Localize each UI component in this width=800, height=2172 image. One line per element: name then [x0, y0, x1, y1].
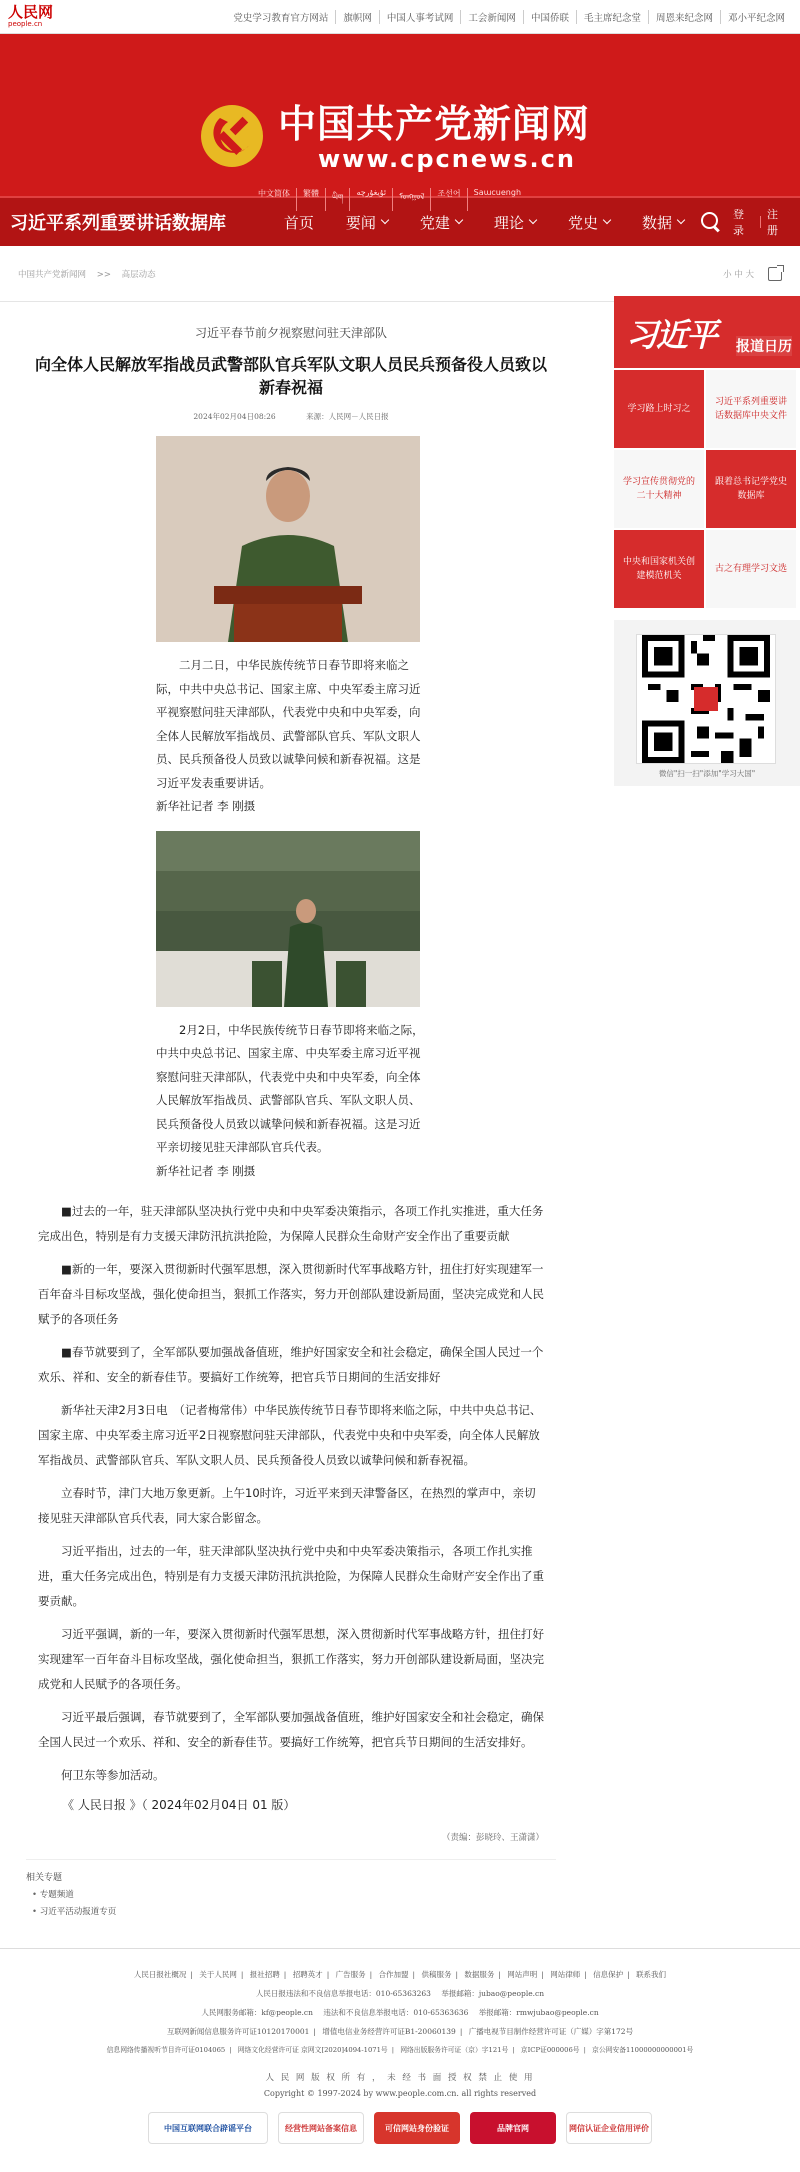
banner-title: 中国共产党新闻网: [278, 102, 591, 146]
nav-item-label: 党史: [567, 213, 598, 232]
breadcrumb-path: [18, 268, 156, 280]
photo-1-caption: 二月二日，中华民族传统节日春节即将来临之际，中共中央总书记、国家主席、中央军委主席习近平视察慰问驻天津部队，代表党中央和中央军委，向全体人民解放军指战员、武警部队官兵、军队文职人员、民兵预备役人员致以诚挚问候和新春祝福。这是习近平发表重要讲话。: [156, 658, 421, 790]
sidebar: [614, 296, 800, 786]
cyber-cert-badge[interactable]: 网信认证企业信用评价: [566, 2112, 652, 2144]
top-bar: [0, 0, 800, 34]
chevron-down-icon: [677, 216, 685, 224]
article-meta: [26, 411, 556, 422]
banner-site-url: www.cpcnews.cn: [318, 145, 576, 173]
footer-link[interactable]: 信息保护: [593, 1970, 624, 1979]
sidebar-cell[interactable]: 习近平系列重要讲话数据库中央文件: [706, 370, 796, 448]
language-link[interactable]: ئۇيغۇرچە: [349, 188, 392, 211]
sidebar-grid: [614, 370, 800, 608]
footer-text: 举报邮箱：rmwjubao@people.cn: [478, 2008, 599, 2017]
chevron-down-icon: [529, 216, 537, 224]
logo-main: 人民网: [8, 3, 54, 21]
sidebar-cell[interactable]: 学习路上时习之: [614, 370, 704, 448]
body-paragraph: 习近平指出，过去的一年，驻天津部队坚决执行党中央和中央军委决策指示，各项工作扎实推进，重大任务完成出色，特别是有力支援天津防汛抗洪抢险，为保障人民群众生命财产安全作出了重要贡献。: [38, 1544, 544, 1608]
nav-item-party-building[interactable]: [404, 212, 478, 233]
nav-item-label: 首页: [283, 213, 314, 232]
photo-1-illustration: [156, 436, 420, 642]
footer-text: 信息网络传播视听节目许可证0104065: [106, 2046, 226, 2054]
footer-text: 增值电信业务经营许可证B1-20060139: [322, 2027, 456, 2036]
footer-text: 举报邮箱：jubao@people.cn: [441, 1989, 545, 1998]
article-date: 2024年02月04日08:26: [193, 412, 276, 421]
nav-item-data[interactable]: [626, 212, 700, 233]
body-paragraph: 何卫东等参加活动。: [61, 1768, 165, 1782]
footer-badges: [0, 2112, 800, 2144]
footer-link[interactable]: 招聘英才: [292, 1970, 323, 1979]
footer-text: 京公网安备11000000000001号: [592, 2046, 694, 2054]
chevron-down-icon: [455, 216, 463, 224]
body-paragraph: 习近平最后强调，春节就要到了，全军部队要加强战备值班，维护好国家安全和社会稳定，确保全国人民过一个欢乐、祥和、安全的新春佳节。要搞好工作统筹，把官兵节日期间的生活安排好。: [38, 1710, 544, 1749]
share-icon[interactable]: [768, 267, 782, 281]
copyright-cn: 人 民 网 版 权 所 有 ， 未 经 书 面 授 权 禁 止 使 用: [265, 2073, 535, 2083]
related-item[interactable]: • 习近平活动报道专页: [26, 1904, 556, 1921]
related-title: 相关专题: [26, 1873, 63, 1883]
site-banner: [0, 34, 800, 202]
article-editor: （责编：彭晓玲、王潇潇）: [441, 1833, 544, 1843]
nav-items: [268, 212, 700, 233]
breadcrumb: [0, 246, 800, 302]
footer-text: 人民日报违法和不良信息举报电话：010-65363263: [255, 1989, 431, 1998]
article-photo-2: [156, 831, 420, 1007]
article-body: [26, 1199, 556, 1843]
photo-2-caption: 2月2日，中华民族传统节日春节即将来临之际，中共中央总书记、国家主席、中央军委主席习近平视察慰问驻天津部队，代表党中央和中央军委，向全体人民解放军指战员、武警部队官兵、军队文职人员、民兵预备役人员致以诚挚问候和新春祝福。这是习近平亲切接见驻天津部队官兵代表。: [156, 1022, 424, 1154]
breadcrumb-section[interactable]: 高层动态: [121, 269, 156, 280]
top-link[interactable]: 中国人事考试网: [379, 10, 461, 24]
article-tools: [723, 267, 782, 281]
footer-link[interactable]: 关于人民网: [199, 1970, 237, 1979]
footer-text: 网络出版服务许可证（京）字121号: [400, 2046, 509, 2054]
sidebar-cell[interactable]: 跟着总书记学党史数据库: [706, 450, 796, 528]
footer-link[interactable]: 网站律师: [550, 1970, 581, 1979]
footer-text: 网络文化经营许可证 京网文[2020]4094-1071号: [237, 2046, 388, 2054]
people-logo[interactable]: [8, 5, 53, 28]
trusted-site-badge[interactable]: 可信网站身份验证: [374, 2112, 460, 2144]
summary-bullet: ■春节就要到了，全军部队要加强战备值班，维护好国家安全和社会稳定，确保全国人民过一个欢乐、祥和、安全的新春佳节。要搞好工作统筹，把官兵节日期间的生活安排好: [38, 1345, 544, 1384]
related-item[interactable]: • 专题频道: [26, 1887, 556, 1904]
search-icon[interactable]: [700, 211, 721, 233]
photo-2-credit: 新华社记者 李 刚摄: [156, 1163, 256, 1178]
related-list: [26, 1887, 556, 1921]
qr-caption: 微信"扫一扫"添加"学习大国": [658, 769, 756, 778]
site-registration-badge[interactable]: 经营性网站备案信息: [278, 2112, 364, 2144]
language-link[interactable]: 中文简体: [258, 189, 290, 198]
font-size-switch[interactable]: 小 中 大: [723, 269, 754, 280]
sidebar-banner-main: 习近平: [626, 316, 717, 354]
top-links: [226, 10, 792, 24]
footer-report-row: [0, 1984, 800, 2003]
footer-link[interactable]: 人民日报社概况: [133, 1970, 187, 1979]
related-topics: [26, 1859, 556, 1921]
photo-1-credit: 新华社记者 李 刚摄: [156, 799, 256, 813]
sidebar-banner-sub: 报道日历: [736, 336, 792, 356]
top-link[interactable]: 中国侨联: [523, 10, 576, 24]
footer-link[interactable]: 合作加盟: [378, 1970, 409, 1979]
footer: [0, 1948, 800, 2144]
breadcrumb-sep: >>: [96, 269, 111, 280]
breadcrumb-home[interactable]: 中国共产党新闻网: [18, 269, 87, 280]
footer-text: 京ICP证000006号: [520, 2046, 580, 2054]
sidebar-cell[interactable]: 学习宣传贯彻党的二十大精神: [614, 450, 704, 528]
body-paragraph: 新华社天津2月3日电 （记者梅常伟）中华民族传统节日春节即将来临之际，中共中央总书记、国家主席、中央军委主席习近平2日视察慰问驻天津部队，代表党中央和中央军委，向全体人民解放军指战员、武警部队官兵、军队文职人员、民兵预备役人员致以诚挚问候和新春祝福。: [38, 1403, 542, 1467]
article-headline: 向全体人民解放军指战员武警部队官兵军队文职人员民兵预备役人员致以新春祝福: [34, 355, 547, 397]
register-link[interactable]: 注册: [767, 208, 778, 237]
summary-bullet: ■过去的一年，驻天津部队坚决执行党中央和中央军委决策指示，各项工作扎实推进，重大任务完成出色，特别是有力支援天津防汛抗洪抢险，为保障人民群众生命财产安全作出了重要贡献: [38, 1204, 544, 1243]
footer-license-row: 互联网新闻信息服务许可证10120170001 | 增值电信业务经营许可证B1-20060139 | 广播电视节目制作经营许可证（广媒）字第172号: [0, 2022, 800, 2041]
footer-link[interactable]: 数据服务: [464, 1970, 495, 1979]
article-subtitle: 习近平春节前夕视察慰问驻天津部队: [194, 326, 387, 340]
nav-tools: [700, 206, 800, 238]
top-link[interactable]: 旗帜网: [335, 10, 379, 24]
language-link[interactable]: 조선어: [430, 188, 466, 211]
top-link[interactable]: 邓小平纪念网: [720, 10, 792, 24]
language-link[interactable]: 繁體: [296, 188, 325, 211]
database-title[interactable]: 习近平系列重要讲话数据库: [10, 213, 226, 234]
top-link[interactable]: 党史学习教育官方网站: [233, 12, 329, 24]
logo-sub: people.cn: [8, 20, 43, 28]
footer-text: 广播电视节目制作经营许可证（广媒）字第172号: [468, 2027, 634, 2036]
footer-link[interactable]: 广告服务: [335, 1970, 366, 1979]
nav-item-label: 数据: [641, 213, 672, 232]
nav-item-news[interactable]: [330, 212, 404, 233]
chevron-down-icon: [603, 216, 611, 224]
footer-text: 互联网新闻信息服务许可证10120170001: [166, 2027, 310, 2036]
top-link[interactable]: 工会新闻网: [460, 10, 523, 24]
footer-link[interactable]: 联系我们: [636, 1970, 667, 1979]
qr-code-icon: [636, 634, 776, 764]
language-links: [252, 188, 527, 211]
body-paragraph: 习近平强调，新的一年，要深入贯彻新时代强军思想，深入贯彻新时代军事战略方针，扭住打好实现建军一百年奋斗目标攻坚战，强化使命担当，狠抓工作落实，努力开创部队建设新局面，坚决完成党和人民赋予的各项任务。: [38, 1627, 544, 1691]
login-link[interactable]: 登录: [732, 208, 744, 237]
rumor-platform-badge[interactable]: 中国互联网联合辟谣平台: [148, 2112, 268, 2144]
nav-item-label: 理论: [493, 213, 524, 232]
brand-site-badge[interactable]: 品牌官网: [470, 2112, 556, 2144]
nav-item-label: 党建: [419, 213, 450, 232]
qr-box: [614, 620, 800, 786]
article-photo-1: [156, 436, 420, 642]
body-paragraph: 立春时节，津门大地万象更新。上午10时许，习近平来到天津警备区，在热烈的掌声中，亲切接见驻天津部队官兵代表，同大家合影留念。: [38, 1486, 536, 1525]
footer-text: 违法和不良信息举报电话：010-65363636: [323, 2008, 469, 2017]
nav-item-theory[interactable]: [478, 212, 552, 233]
top-link[interactable]: 毛主席纪念堂: [576, 10, 648, 24]
footer-links: 人民日报社概况 | 关于人民网 | 报社招聘 | 招聘英才 | 广告服务 | 合作加盟 | 供稿服务 | 数据服务 | 网站声明 | 网站律师 | 信息保护 | 联系我们: [0, 1965, 800, 1984]
article-source: 来源：人民网－人民日报: [306, 412, 389, 421]
copyright-en: Copyright © 1997-2024 by www.people.com.cn. all rights reserved: [263, 2089, 537, 2098]
nav-item-label: 要闻: [345, 213, 376, 232]
footer-contact-row: [0, 2003, 800, 2022]
report-calendar-banner[interactable]: [614, 296, 800, 368]
print-source: 《 人民日报 》（ 2024年02月04日 01 版）: [62, 1798, 296, 1812]
sidebar-cell[interactable]: 古之有理学习文选: [706, 530, 796, 608]
footer-link[interactable]: 报社招聘: [249, 1970, 280, 1979]
footer-license-row-2: 信息网络传播视听节目许可证0104065 | 网络文化经营许可证 京网文[2020]4094-1071号 | 网络出版服务许可证（京）字121号 | 京ICP证000006号 | 京公网安备11000000000001号: [0, 2041, 800, 2060]
chevron-down-icon: [381, 216, 389, 224]
footer-text: 人民网服务邮箱：kf@people.cn: [201, 2008, 313, 2017]
language-link[interactable]: Saɯcuengh: [467, 188, 527, 211]
footer-link[interactable]: 网站声明: [507, 1970, 538, 1979]
article: [26, 296, 556, 1921]
sidebar-cell[interactable]: 中央和国家机关创建模范机关: [614, 530, 704, 608]
photo-2-illustration: [156, 831, 420, 1007]
summary-bullet: ■新的一年，要深入贯彻新时代强军思想，深入贯彻新时代军事战略方针，扭住打好实现建军一百年奋斗目标攻坚战，强化使命担当，狠抓工作落实，努力开创部队建设新局面，坚决完成党和人民赋予的各项任务: [38, 1262, 544, 1326]
nav-item-party-history[interactable]: [552, 212, 626, 233]
language-link[interactable]: ᠮᠣᠩᠭᠣᠯ: [392, 188, 430, 211]
top-link[interactable]: 周恩来纪念网: [648, 10, 720, 24]
footer-link[interactable]: 供稿服务: [421, 1970, 452, 1979]
language-link[interactable]: ཡིག: [325, 188, 349, 211]
nav-item-home[interactable]: [268, 212, 330, 233]
party-emblem-icon: [200, 104, 264, 168]
